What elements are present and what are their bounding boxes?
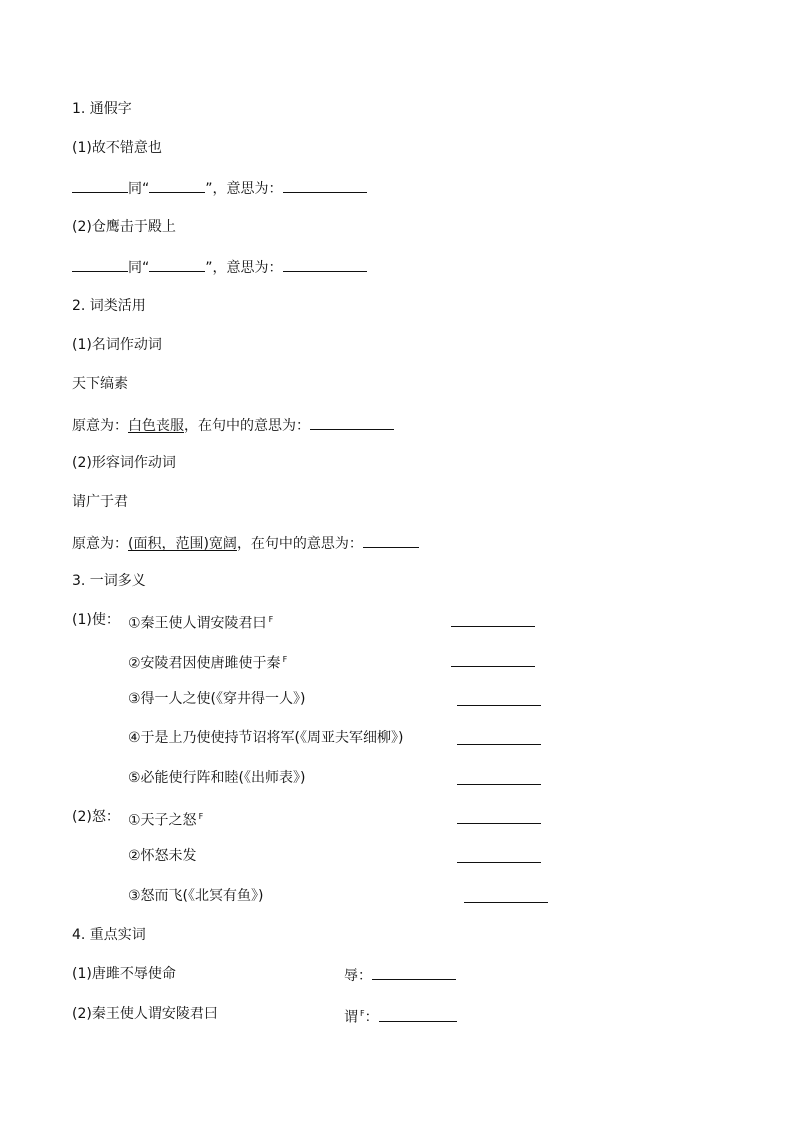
answer-blank[interactable] bbox=[451, 611, 535, 627]
tongjia-item-1-label: (1)故不错意也 bbox=[72, 140, 162, 156]
answer-blank[interactable] bbox=[72, 177, 128, 193]
polysemy-nu-label: (2)怒： bbox=[72, 809, 120, 825]
answer-blank[interactable] bbox=[149, 177, 205, 193]
section-heading-4: 4. 重点实词 bbox=[72, 927, 146, 943]
polysemy-shi-item-5: ⑤必能使行阵和睦(《出师表》) bbox=[128, 770, 306, 786]
answer-blank[interactable] bbox=[451, 651, 535, 667]
answer-blank[interactable] bbox=[464, 887, 548, 903]
polysemy-nu-item-3: ③怒而飞(《北冥有鱼》) bbox=[128, 888, 264, 904]
section-heading-1: 1. 通假字 bbox=[72, 101, 132, 117]
answer-blank[interactable] bbox=[457, 690, 541, 706]
polysemy-shi-item-3: ③得一人之使(《穿井得一人》) bbox=[128, 691, 306, 707]
section-heading-2: 2. 词类活用 bbox=[72, 298, 146, 314]
section-heading-3: 3. 一词多义 bbox=[72, 573, 146, 589]
answer-blank[interactable] bbox=[379, 1006, 457, 1022]
tongjia-item-2-label: (2)仓鹰击于殿上 bbox=[72, 219, 176, 235]
answer-blank[interactable] bbox=[457, 808, 541, 824]
original-meaning: 白色丧服 bbox=[128, 418, 184, 434]
polysemy-shi-item-2: ②安陵君因使唐雎使于秦 $^F$ bbox=[128, 655, 288, 672]
polysemy-nu-item-1: ①天子之怒 $^F$ bbox=[128, 812, 204, 829]
polysemy-nu-item-2: ②怀怒未发 bbox=[128, 848, 197, 864]
answer-blank[interactable] bbox=[72, 256, 128, 272]
keyword-item-2-answer-row: 谓 $^F$： bbox=[344, 1004, 457, 1024]
tongjia-item-2-answer-row: 同“ ”，意思为： bbox=[72, 256, 367, 276]
answer-blank[interactable] bbox=[363, 532, 419, 548]
answer-blank[interactable] bbox=[457, 729, 541, 745]
original-meaning: (面积，范围)宽阔 bbox=[128, 536, 237, 552]
polysemy-shi-label: (1)使： bbox=[72, 612, 120, 628]
answer-blank[interactable] bbox=[372, 964, 456, 980]
cilei-item-1-label: (1)名词作动词 bbox=[72, 337, 162, 353]
answer-blank[interactable] bbox=[310, 414, 394, 430]
polysemy-shi-item-1: ①秦王使人谓安陵君曰 $^F$ bbox=[128, 615, 274, 632]
keyword-item-1-answer-row: 辱： bbox=[344, 964, 456, 984]
polysemy-shi-item-4: ④于是上乃使使持节诏将军(《周亚夫军细柳》) bbox=[128, 730, 404, 746]
cilei-item-2-meaning-row: 原意为：(面积，范围)宽阔，在句中的意思为： bbox=[72, 532, 419, 552]
answer-blank[interactable] bbox=[457, 769, 541, 785]
tongjia-item-1-answer-row: 同“ ”，意思为： bbox=[72, 177, 367, 197]
answer-blank[interactable] bbox=[283, 256, 367, 272]
cilei-item-2-label: (2)形容词作动词 bbox=[72, 455, 176, 471]
keyword-item-2-text: (2)秦王使人谓安陵君曰 bbox=[72, 1006, 218, 1022]
cilei-item-1-example: 天下缟素 bbox=[72, 376, 128, 392]
cilei-item-2-example: 请广于君 bbox=[72, 494, 128, 510]
cilei-item-1-meaning-row: 原意为：白色丧服，在句中的意思为： bbox=[72, 414, 394, 434]
answer-blank[interactable] bbox=[283, 177, 367, 193]
answer-blank[interactable] bbox=[457, 847, 541, 863]
answer-blank[interactable] bbox=[149, 256, 205, 272]
keyword-item-1-text: (1)唐雎不辱使命 bbox=[72, 966, 176, 982]
